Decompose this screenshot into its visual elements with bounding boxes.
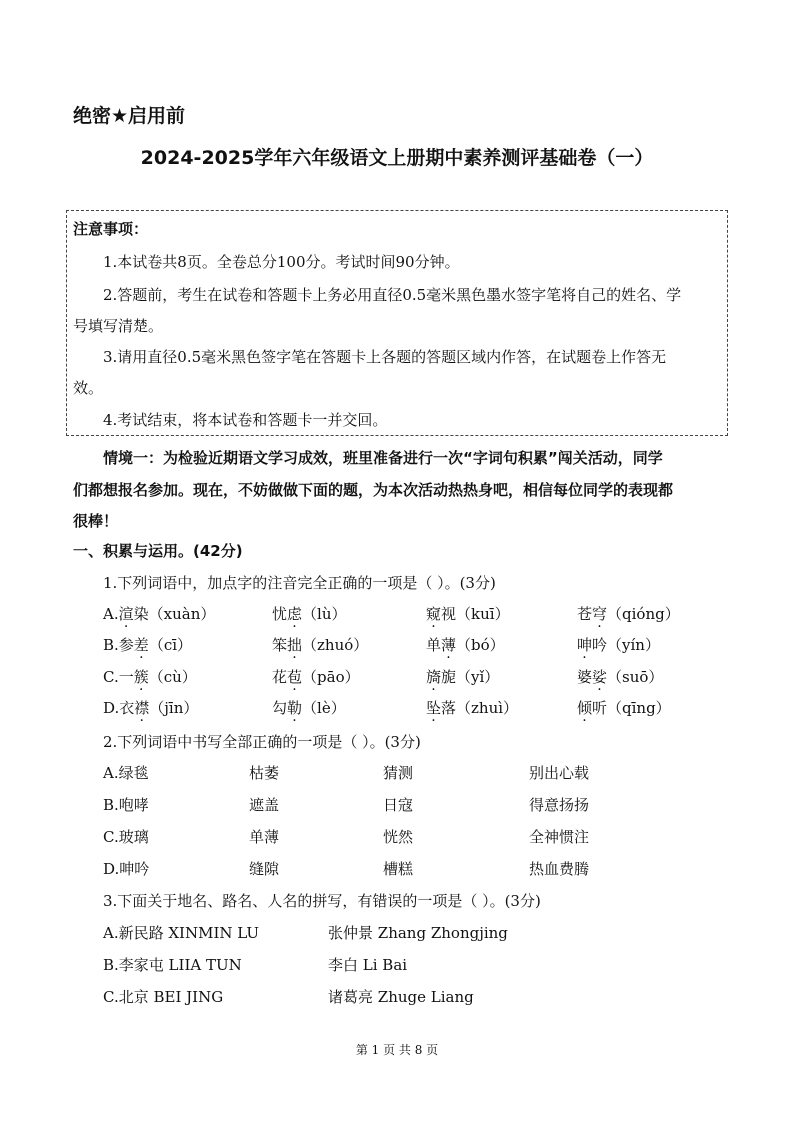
q3-option-c-item-2: 诸葛亮 Zhuge Liang <box>328 988 474 1006</box>
q2-option-c-item-2: 单薄 <box>249 828 280 846</box>
q1-option-b-word-2 <box>272 634 368 655</box>
q1-option-a-word-4 <box>577 603 680 624</box>
q3-option-c-item-1: C.北京 BEI JING <box>103 988 224 1006</box>
word-suffix-pinyin: （suō） <box>607 668 664 686</box>
q3-stem: 3.下面关于地名、路名、人名的拼写，有错误的一项是（ ）。(3分) <box>103 892 541 910</box>
q1-option-c-word-1 <box>103 666 197 687</box>
word-suffix-pinyin: 视（kuī） <box>441 605 510 623</box>
q2-option-d-item-2: 缝隙 <box>249 860 280 878</box>
q1-option-b-word-1 <box>103 634 192 655</box>
dotted-character: 娑 <box>592 668 608 686</box>
dotted-character: 勒 <box>287 699 303 717</box>
q1-stem: 1.下列词语中，加点字的注音完全正确的一项是（ ）。(3分) <box>103 574 496 592</box>
notice-item-2b: 号填写清楚。 <box>73 317 164 335</box>
scene-line-1: 情境一：为检验近期语文学习成效，班里准备进行一次“字词句积累”闯关活动，同学 <box>103 449 663 467</box>
q1-option-d-word-1 <box>103 697 198 718</box>
word-suffix-pinyin: 吟（yín） <box>592 636 660 654</box>
q1-option-d-word-2 <box>272 697 346 718</box>
q1-option-d-word-3 <box>426 697 518 718</box>
q3-option-a-item-2: 张仲景 Zhang Zhongjing <box>328 924 508 942</box>
q3-option-b-item-1: B.李家屯 LIIA TUN <box>103 956 242 974</box>
notice-item-1: 1.本试卷共8页。全卷总分100分。考试时间90分钟。 <box>103 253 460 271</box>
q2-option-b-item-2: 遮盖 <box>249 796 280 814</box>
q2-option-d-item-3: 槽糕 <box>383 860 414 878</box>
word-prefix: C.一 <box>103 668 134 686</box>
q2-option-a-item-1: A.绿毯 <box>103 764 149 782</box>
dotted-character: 簇 <box>133 668 149 686</box>
word-prefix: D.衣 <box>103 699 135 717</box>
q1-option-b-word-4 <box>577 634 660 655</box>
word-suffix-pinyin: （lè） <box>302 699 346 717</box>
confidential-label: 绝密★启用前 <box>73 105 186 127</box>
q2-option-d-item-4: 热血费腾 <box>529 860 590 878</box>
q3-option-b-item-2: 李白 Li Bai <box>328 956 408 974</box>
word-suffix-pinyin: （qióng） <box>607 605 680 623</box>
dotted-character: 旖 <box>426 668 442 686</box>
q1-option-a-word-1 <box>103 603 215 624</box>
q1-option-b-word-3 <box>426 634 505 655</box>
q3-option-a-item-1: A.新民路 XINMIN LU <box>103 924 260 942</box>
q1-option-a-word-2 <box>272 603 347 624</box>
word-prefix: 勾 <box>272 699 288 717</box>
notice-item-3a: 3.请用直径0.5毫米黑色签字笔在答题卡上各题的答题区域内作答，在试题卷上作答无 <box>103 348 667 366</box>
q2-option-b-item-1: B.咆哮 <box>103 796 149 814</box>
word-suffix-pinyin: 落（zhuì） <box>441 699 519 717</box>
dotted-character: 苞 <box>287 668 303 686</box>
notice-item-2a: 2.答题前，考生在试卷和答题卡上务必用直径0.5毫米黑色墨水签字笔将自己的姓名、学 <box>103 286 682 304</box>
word-suffix-pinyin: （pāo） <box>302 668 360 686</box>
word-suffix-pinyin: 听（qīng） <box>592 699 671 717</box>
q2-option-c-item-1: C.玻璃 <box>103 828 149 846</box>
word-suffix-pinyin: 旎（yǐ） <box>441 668 500 686</box>
q2-option-a-item-4: 别出心载 <box>529 764 590 782</box>
dotted-character: 差 <box>133 636 149 654</box>
q1-option-c-word-4 <box>577 666 663 687</box>
word-prefix: 单 <box>426 636 442 654</box>
q1-option-c-word-3 <box>426 666 499 687</box>
scene-line-2: 们都想报名参加。现在，不妨做做下面的题，为本次活动热热身吧，相信每位同学的表现都 <box>73 481 674 499</box>
word-prefix: 婆 <box>577 668 593 686</box>
page-footer: 第 1 页 共 8 页 <box>355 1043 439 1057</box>
q1-option-d-word-4 <box>577 697 671 718</box>
word-suffix-pinyin: （cù） <box>148 668 197 686</box>
dotted-character: 襟 <box>134 699 150 717</box>
q2-option-b-item-3: 日寇 <box>383 796 414 814</box>
dotted-character: 渲 <box>118 605 134 623</box>
dotted-character: 拙 <box>287 636 303 654</box>
word-prefix: A. <box>103 605 119 623</box>
notice-item-3b: 效。 <box>73 379 104 397</box>
notice-box <box>66 210 728 436</box>
word-prefix: 花 <box>272 668 288 686</box>
word-prefix: 苍 <box>577 605 593 623</box>
dotted-character: 呻 <box>577 636 593 654</box>
q1-option-c-word-2 <box>272 666 360 687</box>
dotted-character: 穹 <box>592 605 608 623</box>
dotted-character: 虑 <box>287 605 303 623</box>
q2-option-a-item-3: 猜测 <box>383 764 414 782</box>
q1-option-a-word-3 <box>426 603 510 624</box>
word-suffix-pinyin: （jīn） <box>149 699 199 717</box>
q2-option-d-item-1: D.呻吟 <box>103 860 150 878</box>
dotted-character: 倾 <box>577 699 593 717</box>
notice-title: 注意事项： <box>73 220 149 238</box>
scene-line-3: 很棒！ <box>73 512 119 530</box>
word-suffix-pinyin: （bó） <box>456 636 505 654</box>
word-prefix: 笨 <box>272 636 288 654</box>
dotted-character: 薄 <box>441 636 457 654</box>
word-suffix-pinyin: （cī） <box>148 636 193 654</box>
q2-option-c-item-3: 恍然 <box>383 828 414 846</box>
q2-option-c-item-4: 全神惯注 <box>529 828 590 846</box>
dotted-character: 坠 <box>426 699 442 717</box>
word-prefix: B.参 <box>103 636 134 654</box>
dotted-character: 窥 <box>426 605 442 623</box>
q2-option-a-item-2: 枯萎 <box>249 764 280 782</box>
word-suffix-pinyin: （zhuó） <box>302 636 369 654</box>
exam-title: 2024-2025学年六年级语文上册期中素养测评基础卷（一） <box>140 147 654 169</box>
notice-item-4: 4.考试结束，将本试卷和答题卡一并交回。 <box>103 411 388 429</box>
word-suffix-pinyin: （lù） <box>302 605 347 623</box>
word-suffix-pinyin: 染（xuàn） <box>133 605 216 623</box>
word-prefix: 忧 <box>272 605 288 623</box>
section-1-heading: 一、积累与运用。(42分) <box>73 542 243 560</box>
q2-option-b-item-4: 得意扬扬 <box>529 796 590 814</box>
q2-stem: 2.下列词语中书写全部正确的一项是（ ）。(3分) <box>103 733 421 751</box>
